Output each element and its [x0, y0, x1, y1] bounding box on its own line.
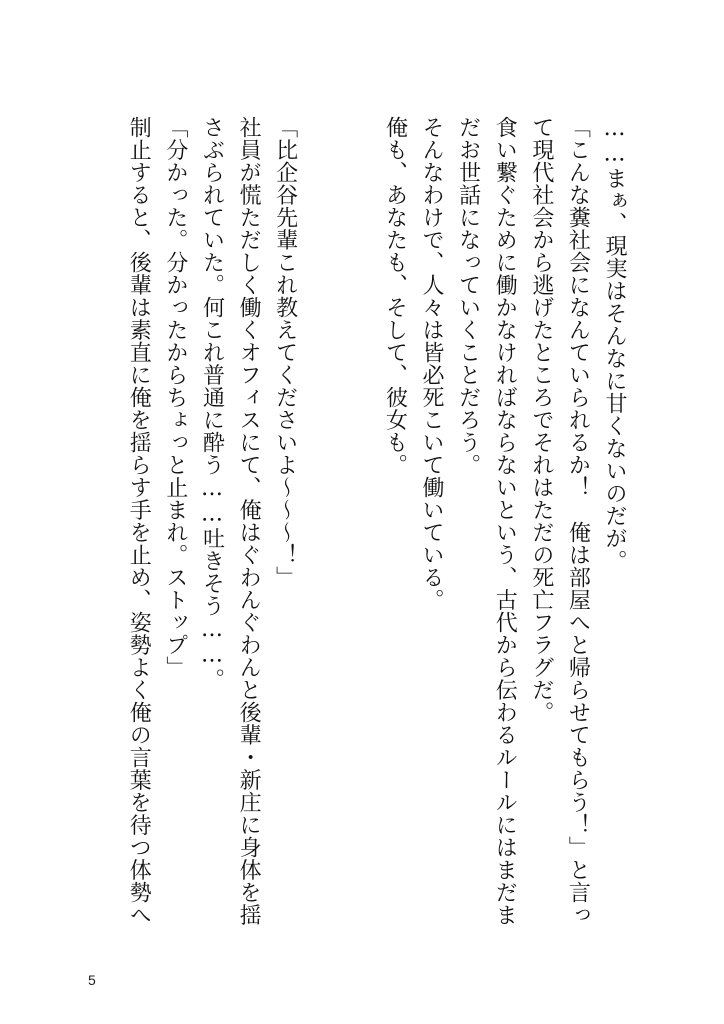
- vertical-text-body: [120, 116, 632, 936]
- text-line: さぶられていた。何これ普通に酔う……吐きそう……。: [199, 116, 225, 691]
- text-line: 社員が慌ただしく働くオフィスにて、俺はぐわんぐわんと後輩・新庄に身体を揺: [236, 116, 262, 926]
- text-line: 制止すると、後輩は素直に俺を揺らす手を止め、姿勢よく俺の言葉を待つ体勢へ: [126, 116, 152, 926]
- text-line: ……まぁ、現実はそんなに甘くないのだが。: [602, 116, 627, 572]
- text-line: そんなわけで、人々は皆必死こいて働いている。: [419, 116, 445, 611]
- text-line: 俺も、あなたも、そして、彼女も。: [382, 116, 408, 476]
- text-line: 「比企谷先輩これ教えてくださいよ～～～！」: [272, 116, 298, 589]
- blank-line: [303, 116, 340, 936]
- text-line: 「分かった。分かったからちょっと止まれ。ストップ」: [162, 116, 188, 679]
- text-line: て現代社会から逃げたところでそれはただの死亡フラグだ。: [528, 116, 554, 724]
- text-line: だお世話になっていくことだろう。: [455, 116, 481, 476]
- blank-line: [339, 116, 376, 936]
- text-line: 「こんな糞社会になんていられるか！ 俺は部屋へと帰らせてもらう！」と言っ: [565, 116, 591, 926]
- text-line: 食い繋ぐために働かなければならないという、古代から伝わるルールにはまだま: [492, 116, 518, 926]
- page-number: 5: [88, 972, 96, 988]
